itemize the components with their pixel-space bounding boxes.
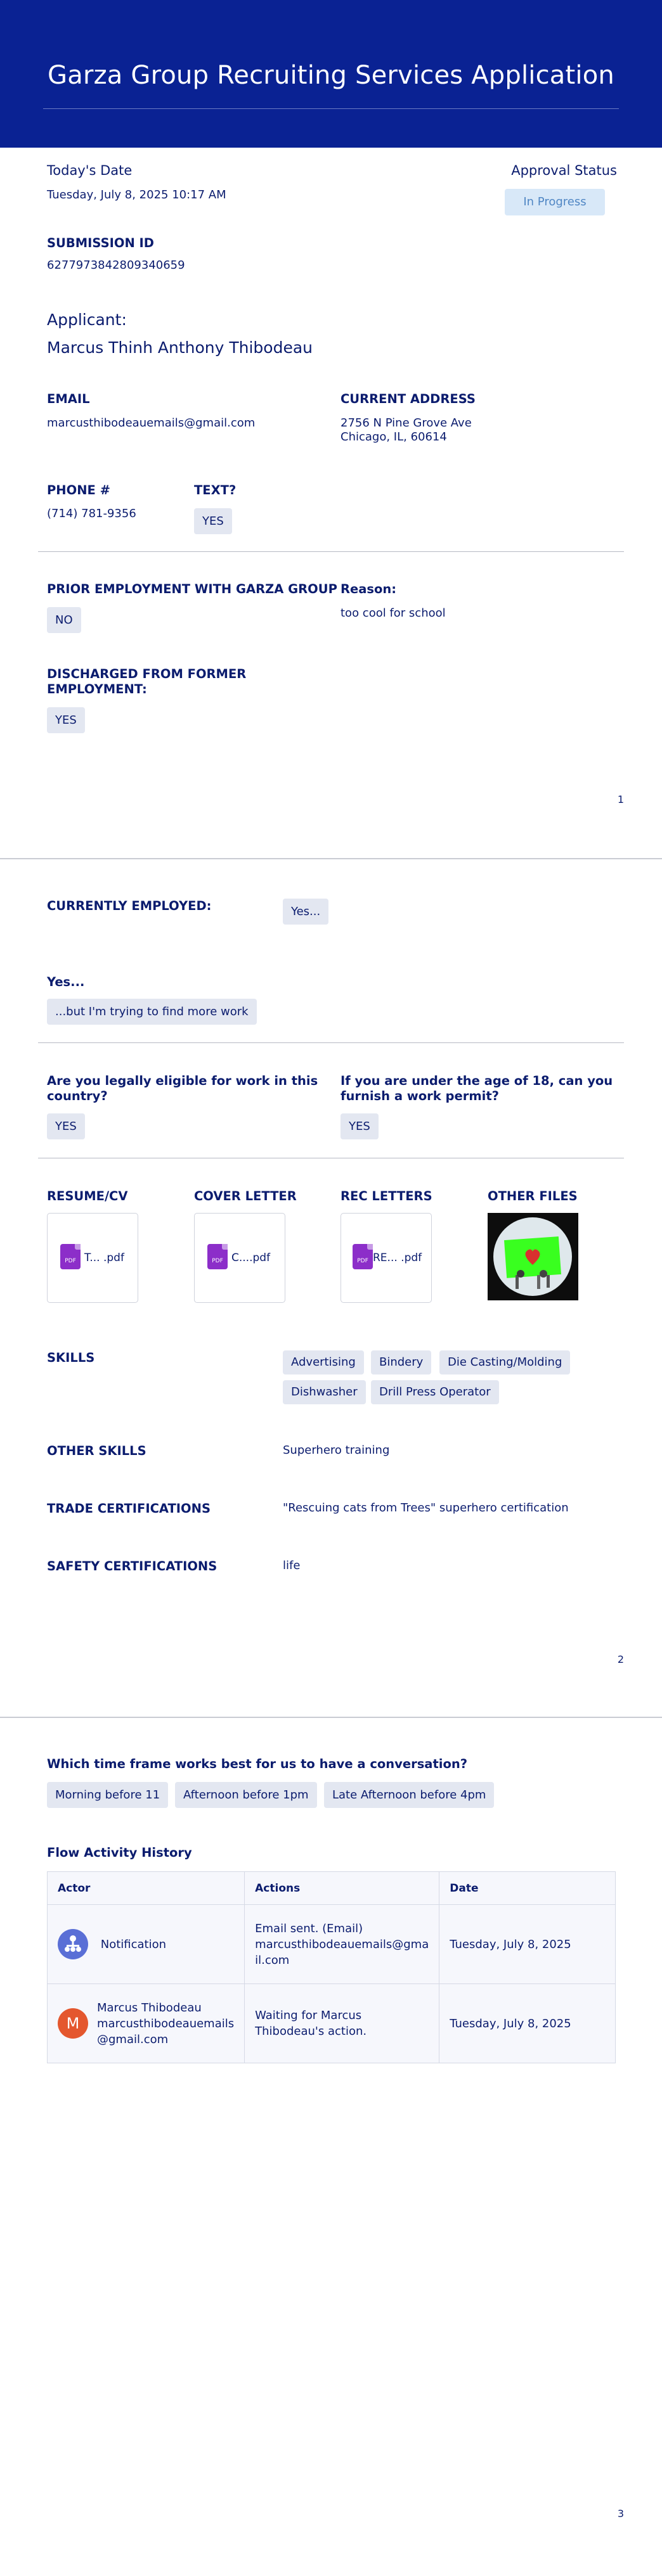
applicant-name: Marcus Thinh Anthony Thibodeau bbox=[47, 338, 313, 357]
skill-tag: Dishwasher bbox=[283, 1380, 366, 1404]
action-text: marcusthibodeauemails@gma bbox=[255, 1937, 429, 1951]
other-skills-value: Superhero training bbox=[283, 1444, 390, 1457]
flow-title: Flow Activity History bbox=[47, 1845, 192, 1860]
todays-date-value: Tuesday, July 8, 2025 10:17 AM bbox=[47, 188, 226, 202]
other-files-label: OTHER FILES bbox=[488, 1189, 578, 1203]
trade-cert-value: "Rescuing cats from Trees" superhero certification bbox=[283, 1501, 569, 1515]
rec-letters-label: REC LETTERS bbox=[341, 1189, 432, 1203]
safety-cert-value: life bbox=[283, 1559, 301, 1572]
email-label: EMAIL bbox=[47, 392, 90, 406]
cover-letter-file-card[interactable] bbox=[194, 1213, 285, 1303]
discharged-label-line1: DISCHARGED FROM FORMER bbox=[47, 667, 247, 681]
address-label: CURRENT ADDRESS bbox=[341, 392, 476, 406]
page-number: 2 bbox=[617, 1653, 624, 1665]
prior-employment-label: PRIOR EMPLOYMENT WITH GARZA GROUP bbox=[47, 582, 337, 596]
flow-activity-table bbox=[47, 1871, 616, 2063]
prior-employment-value: NO bbox=[47, 607, 81, 633]
safety-cert-label: SAFETY CERTIFICATIONS bbox=[47, 1559, 217, 1573]
email-value: marcusthibodeauemails@gmail.com bbox=[47, 416, 256, 430]
action-text: il.com bbox=[255, 1953, 290, 1967]
action-text: Thibodeau's action. bbox=[255, 2025, 367, 2038]
eligible-value: YES bbox=[47, 1113, 85, 1139]
approval-status-label: Approval Status bbox=[511, 163, 617, 178]
table-row bbox=[48, 1905, 616, 1984]
phone-label: PHONE # bbox=[47, 483, 110, 497]
skills-label: SKILLS bbox=[47, 1350, 95, 1365]
cover-letter-filename: C....pdf bbox=[231, 1252, 271, 1264]
column-header-actor: Actor bbox=[48, 1872, 245, 1905]
actor-email: marcusthibodeauemails bbox=[97, 2016, 235, 2030]
discharged-value: YES bbox=[47, 707, 85, 733]
actor-email: @gmail.com bbox=[97, 2032, 169, 2046]
reason-value: too cool for school bbox=[341, 606, 446, 620]
date-cell: Tuesday, July 8, 2025 bbox=[439, 1984, 616, 2063]
image-thumbnail-icon bbox=[488, 1213, 578, 1300]
trade-cert-label: TRADE CERTIFICATIONS bbox=[47, 1501, 211, 1516]
phone-value: (714) 781-9356 bbox=[47, 507, 136, 520]
page-header bbox=[0, 0, 662, 148]
page-title: Garza Group Recruiting Services Application bbox=[48, 61, 614, 90]
table-row bbox=[48, 1984, 616, 2063]
page-break bbox=[0, 1717, 662, 1718]
header-divider bbox=[43, 108, 619, 109]
text-label: TEXT? bbox=[194, 483, 237, 497]
page-number: 1 bbox=[617, 793, 624, 805]
applicant-label: Applicant: bbox=[47, 311, 127, 329]
approval-status-badge: In Progress bbox=[505, 189, 605, 215]
divider bbox=[38, 1042, 624, 1043]
user-avatar: M bbox=[58, 2008, 88, 2039]
resume-filename: T... .pdf bbox=[84, 1252, 124, 1264]
column-header-date: Date bbox=[439, 1872, 616, 1905]
rec-letters-file-card[interactable] bbox=[341, 1213, 432, 1303]
action-text: Waiting for Marcus bbox=[255, 2009, 362, 2022]
skill-tag: Bindery bbox=[371, 1350, 431, 1375]
actor-name: Marcus Thibodeau bbox=[97, 2001, 202, 2015]
reason-label: Reason: bbox=[341, 582, 397, 596]
column-header-actions: Actions bbox=[245, 1872, 439, 1905]
notification-avatar-icon bbox=[58, 1929, 88, 1959]
under18-value: YES bbox=[341, 1113, 379, 1139]
other-file-thumbnail[interactable] bbox=[488, 1213, 578, 1300]
address-line1: 2756 N Pine Grove Ave bbox=[341, 416, 472, 430]
pdf-icon: PDF bbox=[353, 1244, 373, 1269]
resume-label: RESUME/CV bbox=[47, 1189, 128, 1203]
discharged-label-line2: EMPLOYMENT: bbox=[47, 682, 147, 696]
currently-employed-value: Yes... bbox=[283, 899, 328, 925]
other-skills-label: OTHER SKILLS bbox=[47, 1444, 146, 1458]
action-text: Email sent. (Email) bbox=[255, 1921, 363, 1935]
skill-tag: Advertising bbox=[283, 1350, 364, 1375]
eligible-label-line1: Are you legally eligible for work in this bbox=[47, 1073, 318, 1088]
page-number: 3 bbox=[617, 2508, 624, 2520]
under18-label-line1: If you are under the age of 18, can you bbox=[341, 1073, 613, 1088]
pdf-icon: PDF bbox=[207, 1244, 228, 1269]
actor-name: Notification bbox=[100, 1937, 167, 1951]
under18-label-line2: furnish a work permit? bbox=[341, 1089, 499, 1103]
cover-letter-label: COVER LETTER bbox=[194, 1189, 297, 1203]
eligible-label-line2: country? bbox=[47, 1089, 108, 1103]
timeframe-option: Afternoon before 1pm bbox=[175, 1782, 317, 1808]
skill-tag: Die Casting/Molding bbox=[439, 1350, 570, 1375]
date-cell: Tuesday, July 8, 2025 bbox=[439, 1905, 616, 1984]
action-cell bbox=[245, 1984, 439, 2063]
actor-cell bbox=[48, 1905, 245, 1984]
rec-letters-filename: RE... .pdf bbox=[373, 1252, 422, 1264]
pdf-icon: PDF bbox=[60, 1244, 81, 1269]
todays-date-label: Today's Date bbox=[47, 163, 133, 178]
yes-followup-value: ...but I'm trying to find more work bbox=[47, 999, 257, 1025]
actor-cell bbox=[48, 1984, 245, 2063]
timeframe-option: Morning before 11 bbox=[47, 1782, 168, 1808]
address-line2: Chicago, IL, 60614 bbox=[341, 430, 447, 444]
submission-id-label: SUBMISSION ID bbox=[47, 236, 154, 250]
table-header-row bbox=[48, 1872, 616, 1905]
skill-tag: Drill Press Operator bbox=[371, 1380, 499, 1404]
yes-followup-label: Yes... bbox=[47, 975, 85, 989]
resume-file-card[interactable] bbox=[47, 1213, 138, 1303]
page-break bbox=[0, 858, 662, 859]
action-cell bbox=[245, 1905, 439, 1984]
currently-employed-label: CURRENTLY EMPLOYED: bbox=[47, 899, 212, 913]
timeframe-label: Which time frame works best for us to have a conversation? bbox=[47, 1757, 468, 1771]
text-value: YES bbox=[194, 508, 232, 534]
submission-id-value: 6277973842809340659 bbox=[47, 259, 185, 272]
timeframe-option: Late Afternoon before 4pm bbox=[324, 1782, 494, 1808]
divider bbox=[38, 551, 624, 552]
